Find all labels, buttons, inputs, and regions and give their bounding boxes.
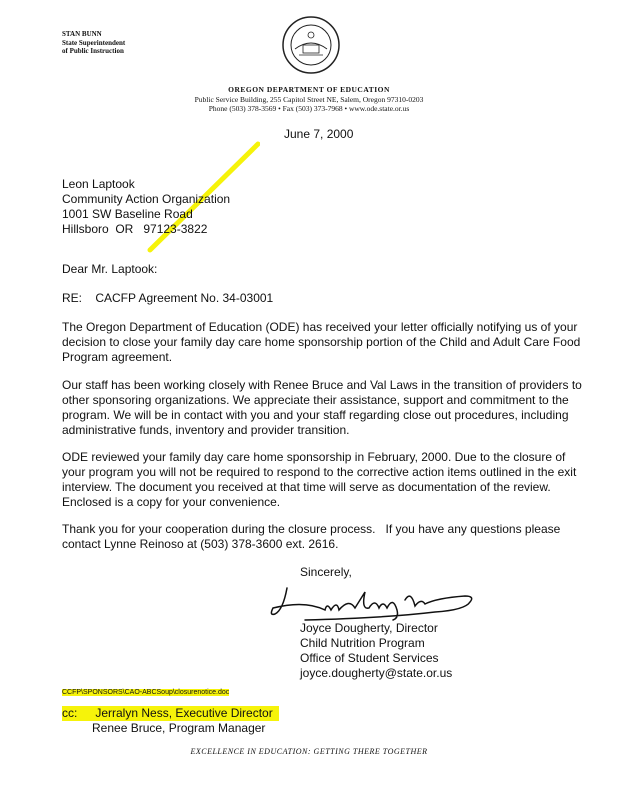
re-text: CACFP Agreement No. 34-03001: [95, 291, 274, 305]
body-paragraph-1: The Oregon Department of Education (ODE) has received your letter officially notifying us of your decision to close your family day care home sponsorship portion of the Child and Adult Care Food Program agreement.: [62, 320, 581, 364]
signer-email: joyce.dougherty@state.or.us: [300, 666, 453, 680]
footer-motto: EXCELLENCE IN EDUCATION: GETTING THERE TOGETHER: [190, 747, 428, 756]
recipient-address: [62, 177, 582, 237]
body-paragraph-2: Our staff has been working closely with Renee Bruce and Val Laws in the transition of providers to other sponsoring organizations. We appreciate their assistance, support and commitment to the program. We will be in contact with you and your staff regarding close out procedures, including administrative funds, inventory and provider transition.: [62, 378, 582, 437]
signer-office: Office of Student Services: [300, 651, 439, 665]
cc-label: cc:: [62, 706, 78, 720]
cc-line-2: [62, 721, 279, 736]
file-path-text: CCFP\SPONSORS\CAO-ABCSoup\closurenotice.doc: [62, 689, 230, 696]
signature-block: [300, 621, 452, 681]
cc-recipient-1: Jerralyn Ness, Executive Director: [95, 706, 273, 720]
salutation: Dear Mr. Laptook:: [62, 262, 158, 276]
department-name: OREGON DEPARTMENT OF EDUCATION: [228, 85, 390, 94]
department-address: Public Service Building, 255 Capitol Street NE, Salem, Oregon 97310-0203: [194, 94, 424, 104]
department-header: [0, 85, 618, 114]
re-line: [62, 291, 582, 306]
cc-block: [62, 706, 279, 736]
re-label: RE:: [62, 291, 83, 305]
file-path: [62, 689, 229, 696]
department-contact: Phone (503) 378-3569 • Fax (503) 373-7968 • www.ode.state.or.us: [208, 104, 410, 113]
cc-line-1: [62, 706, 279, 721]
cc-recipient-2: Renee Bruce, Program Manager: [92, 721, 266, 735]
closing: Sincerely,: [300, 565, 352, 579]
signer-unit: Child Nutrition Program: [300, 636, 425, 650]
recipient-city: Hillsboro OR 97123-3822: [62, 222, 208, 236]
state-seal-icon: [281, 15, 341, 75]
body-paragraph-3: ODE reviewed your family day care home sponsorship in February, 2000. Due to the closure of your program you will not be required to respond to the corrective action items outlined in the exit interview. The document you received at that time will serve as documentation of the review. Enclosed is a copy for your convenience.: [62, 450, 577, 509]
superintendent-name: STAN BUNN: [62, 30, 102, 38]
recipient-organization: Community Action Organization: [62, 192, 231, 206]
letter-date: June 7, 2000: [284, 127, 354, 141]
signer-name: Joyce Dougherty, Director: [300, 621, 438, 635]
body-paragraph-4: Thank you for your cooperation during the closure process. If you have any questions please contact Lynne Reinoso at (503) 378-3600 ext. 2616.: [62, 522, 564, 551]
superintendent-block: [62, 30, 125, 56]
recipient-street: 1001 SW Baseline Road: [62, 207, 193, 221]
recipient-name: Leon Laptook: [62, 177, 135, 191]
superintendent-title-line-1: State Superintendent: [62, 38, 126, 47]
superintendent-title-line-2: of Public Instruction: [62, 47, 124, 55]
